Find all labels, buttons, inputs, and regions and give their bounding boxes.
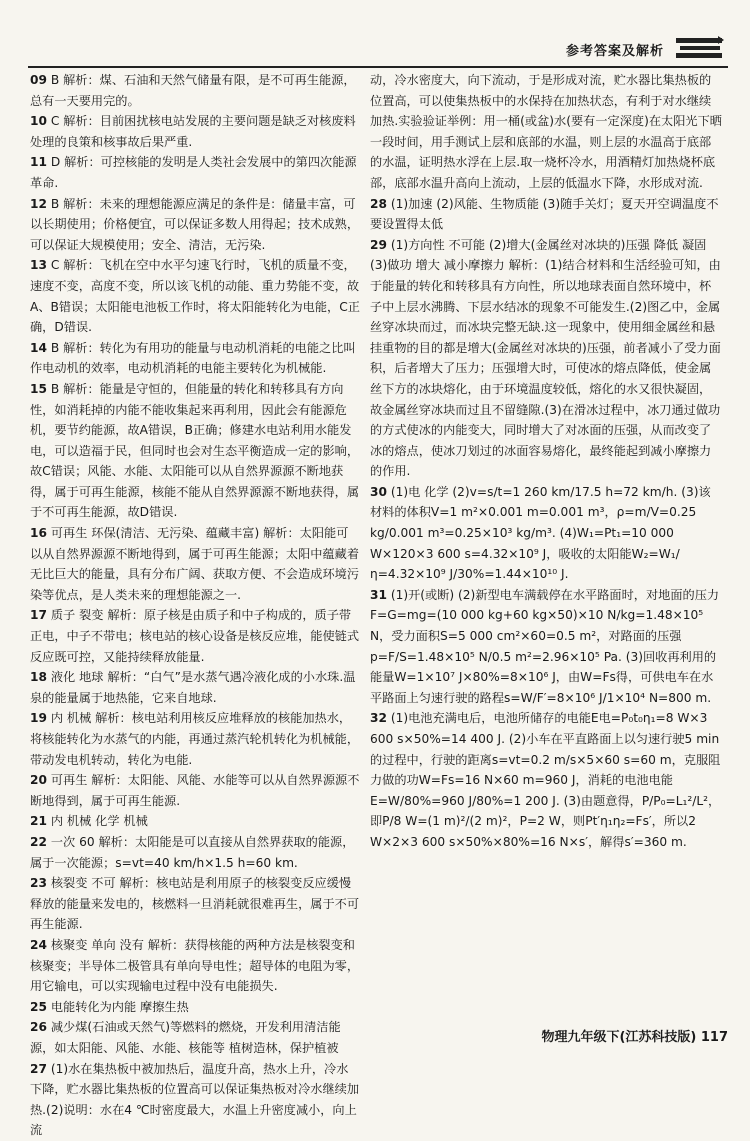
answer-text: (1)水在集热板中被加热后，温度升高，热水上升，冷水下降，贮水器比集热板的位置高可以保证集热板对冷水继续加热.(2)说明：水在4 ℃时密度最大，水温上升密度减小，向上流 — [30, 1061, 360, 1138]
answer-text: 液化 地球 解析：“白气”是水蒸气遇冷液化成的小水珠.温泉的能量属于地热能，它来自地球. — [30, 670, 356, 705]
answer-text: 质子 裂变 解析：原子核是由质子和中子构成的，质子带正电，中子不带电；核电站的核心设备是核反应堆，能使链式反应既可控，又能持续释放能量. — [30, 608, 360, 664]
answer-number: 17 — [30, 608, 47, 623]
answer-number: 32 — [370, 711, 387, 726]
answer-entry — [30, 111, 360, 152]
answer-entry — [30, 873, 360, 935]
answer-number: 18 — [30, 670, 47, 685]
answer-entry — [30, 70, 360, 111]
answer-entry — [30, 832, 360, 873]
answer-number: 30 — [370, 484, 387, 499]
answer-entry — [30, 1017, 360, 1058]
answer-text: 内 机械 解析：核电站利用核反应堆释放的核能加热水，将核能转化为水蒸气的内能，再通过蒸汽轮机转化为机械能，带动发电机转动，转化为电能. — [30, 711, 360, 767]
answer-text: (1)加速 (2)风能、生物质能 (3)随手关灯；夏天开空调温度不要设置得太低 — [370, 196, 719, 232]
answer-text: 可再生 环保(清洁、无污染、蕴藏丰富) 解析：太阳能可以从自然界源源不断地得到，属于可再生能源；太阳中蕴藏着无比巨大的能量，具有分布广阔、获取方便、不会造成环境污染等优点，是人类未来的理想能源之一. — [30, 526, 360, 602]
answer-number: 15 — [30, 381, 47, 396]
answer-entry — [370, 585, 722, 709]
answer-text: (1)开(或断) (2)新型电车满载停在水平路面时，对地面的压力F=G=mg=(10 000 kg+60 kg×50)×10 N/kg=1.48×10⁵ N，受力面积S=5 000 cm²×60=0.5 m²，对路面的压强p=F/S=1.48×10⁵ N/0.5 m²=2.96×10⁵ Pa. (3)回收再利用的能量W=1×10⁷ J×80%=8×10⁶ J，由W=Fs得，可供电车在水平路面上匀速行驶的路程s=W/F′=8×10⁶ J/1×10⁴ N=800 m. — [370, 587, 720, 705]
answer-entry — [30, 770, 360, 811]
answer-number: 27 — [30, 1061, 47, 1076]
answer-entry — [370, 194, 722, 235]
page-footer: 物理九年级下(江苏科技版) 117 — [541, 1030, 728, 1045]
answer-number: 25 — [30, 999, 47, 1014]
answer-entry — [30, 255, 360, 337]
answer-text: (1)电池充满电后，电池所储存的电能E电=P₀t₀η₁=8 W×3 600 s×50%=14 400 J. (2)小车在平直路面上以匀速行驶5 min的过程中，行驶的距离s=vt=0.2 m/s×5×60 s=60 m，克服阻力做的功W=Fs=16 N×60 m=960 J，消耗的电池电能E=W/80%=960 J/80%=1 200 J. (3)由题意得，P/P₀=L₁²/L²，即P/8 W=(1 m)²/(2 m)²，P=2 W，则Pt′η₁η₂=Fs′，所以2 W×2×3 600 s×50%×80%=16 N×s′，解得s′=360 m. — [370, 711, 721, 849]
answer-entry — [30, 667, 360, 708]
answer-number: 16 — [30, 526, 47, 541]
answer-text: B 解析：未来的理想能源应满足的条件是：储量丰富，可以长期使用；价格便宜，可以保证多数人用得起；技术成熟，可以保证大规模使用；安全、清洁，无污染. — [30, 196, 360, 252]
answer-entry — [30, 1059, 360, 1141]
answer-entry — [30, 811, 360, 832]
answer-number: 21 — [30, 814, 47, 829]
answer-text: B 解析：能量是守恒的，但能量的转化和转移具有方向性，如消耗掉的内能不能收集起来再利用，因此会有能源危机，要节约能源，故A错误，B正确；修建水电站利用水能发电，可以造福于民，但同时也会对生态平衡造成一定的影响，故C错误；风能、水能、太阳能可以从自然界源源不断地获得，属于可再生能源，核能不能从自然界源源不断地获得，属于不可再生能源，故D错误. — [30, 381, 360, 520]
answer-entry — [30, 194, 360, 256]
answer-entry — [30, 605, 360, 667]
answer-number: 24 — [30, 937, 47, 952]
answer-text: 核聚变 单向 没有 解析：获得核能的两种方法是核裂变和核聚变；半导体二极管具有单向导电性；超导体的电阻为零，用它输电，可以实现输电过程中没有电能损失. — [30, 937, 360, 994]
answer-number: 28 — [370, 196, 387, 211]
answer-entry — [30, 935, 360, 997]
answer-text: 内 机械 化学 机械 — [50, 814, 148, 829]
answer-text: 电能转化为内能 摩擦生热 — [50, 999, 189, 1014]
answer-number: 14 — [30, 340, 47, 355]
answer-text: 核裂变 不可 解析：核电站是利用原子的核裂变反应缓慢释放的能量来发电的，核燃料一旦消耗就很难再生，属于不可再生能源. — [30, 876, 360, 932]
answer-text: 减少煤(石油或天然气)等燃料的燃烧，开发利用清洁能源，如太阳能、风能、水能、核能等 植树造林，保护植被 — [30, 1020, 341, 1055]
answer-entry — [30, 338, 360, 379]
header-title: 参考答案及解析 — [565, 44, 664, 59]
answer-number: 26 — [30, 1020, 47, 1035]
answer-entry — [370, 482, 722, 585]
answer-number: 22 — [30, 834, 47, 849]
book-logo-icon — [674, 34, 726, 62]
answer-text: (1)方向性 不可能 (2)增大(金属丝对冰块的)压强 降低 凝固 (3)做功 增大 减小摩擦力 解析：(1)结合材料和生活经验可知，由于能量的转化和转移具有方向性，所以地球表面自然环境中，杯子中上层水沸腾、下层水结冰的现象不可能发生.(2)图乙中，金属丝穿冰块而过，而冰块完整无缺.这一现象中，使用细金属丝和悬挂重物的目的都是增大(金属丝对冰块的)压强，前者减小了受力面积，后者增大了压力；压强增大时，可使冰的熔点降低，使金属丝下方的冰块熔化，由于环境温度较低，熔化的水又很快凝固，故金属丝穿冰块而过且不留缝隙.(3)在滑冰过程中，冰刀通过做功的方式使冰的内能变大，同时增大了对冰面的压强，从而改变了冰的熔点，使冰刀划过的冰面容易熔化，最终能起到减小摩擦力的作用. — [370, 237, 721, 479]
answer-entry — [30, 523, 360, 605]
answer-number: 23 — [30, 876, 47, 891]
right-column — [370, 70, 722, 853]
left-column — [30, 70, 360, 1141]
answer-number: 09 — [30, 73, 47, 87]
answer-text: 一次 60 解析：太阳能是可以直接从自然界获取的能源，属于一次能源；s=vt=40 km/h×1.5 h=60 km. — [30, 834, 355, 870]
answer-number: 29 — [370, 237, 387, 252]
answer-entry — [370, 235, 722, 482]
answer-entry — [30, 152, 360, 193]
answer-text: B 解析：转化为有用功的能量与电动机消耗的电能之比叫作电动机的效率，电动机消耗的电能主要转化为机械能. — [30, 340, 356, 376]
answer-text: 动，冷水密度大，向下流动，于是形成对流，贮水器比集热板的位置高，可以使集热板中的水保持在加热状态，有利于对水继续加热.实验验证举例：用一桶(或盆)水(要有一定深度)在太阳光下晒一段时间，用手测试上层和底部的水温，则上层的水温高于底部的水温，证明热水浮在上层.取一烧杯冷水，用酒精灯加热烧杯底部，底部水温升高向上流动，上层的低温水下降，水形成对流. — [370, 73, 722, 190]
answer-text: D 解析：可控核能的发明是人类社会发展中的第四次能源革命. — [30, 155, 357, 190]
answer-entry — [30, 708, 360, 770]
answer-number: 11 — [30, 155, 47, 170]
answer-text: C 解析：目前困扰核电站发展的主要问题是缺乏对核废料处理的良策和核事故后果严重. — [30, 114, 356, 149]
answer-entry — [30, 997, 360, 1018]
page-header — [28, 30, 728, 68]
answer-entry — [370, 708, 722, 852]
answer-number: 12 — [30, 196, 47, 211]
answer-text: (1)电 化学 (2)v=s/t=1 260 km/17.5 h=72 km/h. (3)该材料的体积V=1 m²×0.001 m=0.001 m³，ρ=m/V=0.25 kg/0.001 m³=0.25×10³ kg/m³. (4)W₁=Pt₁=10 000 W×120×3 600 s=4.32×10⁹ J，吸收的太阳能W₂=W₁/η=4.32×10⁹ J/30%=1.44×10¹⁰ J. — [370, 484, 711, 582]
answer-entry — [370, 70, 722, 194]
answer-entry — [30, 379, 360, 523]
answer-number: 20 — [30, 773, 47, 788]
answer-text: C 解析：飞机在空中水平匀速飞行时，飞机的质量不变，速度不变，高度不变，所以该飞机的动能、重力势能不变，故A、B错误；太阳能电池板工作时，将太阳能转化为电能，C正确，D错误. — [30, 258, 360, 335]
answer-text: 可再生 解析：太阳能、风能、水能等可以从自然界源源不断地得到，属于可再生能源. — [30, 773, 360, 808]
answer-number: 19 — [30, 711, 47, 726]
answer-text: B 解析：煤、石油和天然气储量有限，是不可再生能源，总有一天要用完的。 — [30, 73, 356, 108]
answer-number: 13 — [30, 258, 47, 273]
answer-number: 31 — [370, 587, 387, 602]
answer-number: 10 — [30, 114, 47, 129]
